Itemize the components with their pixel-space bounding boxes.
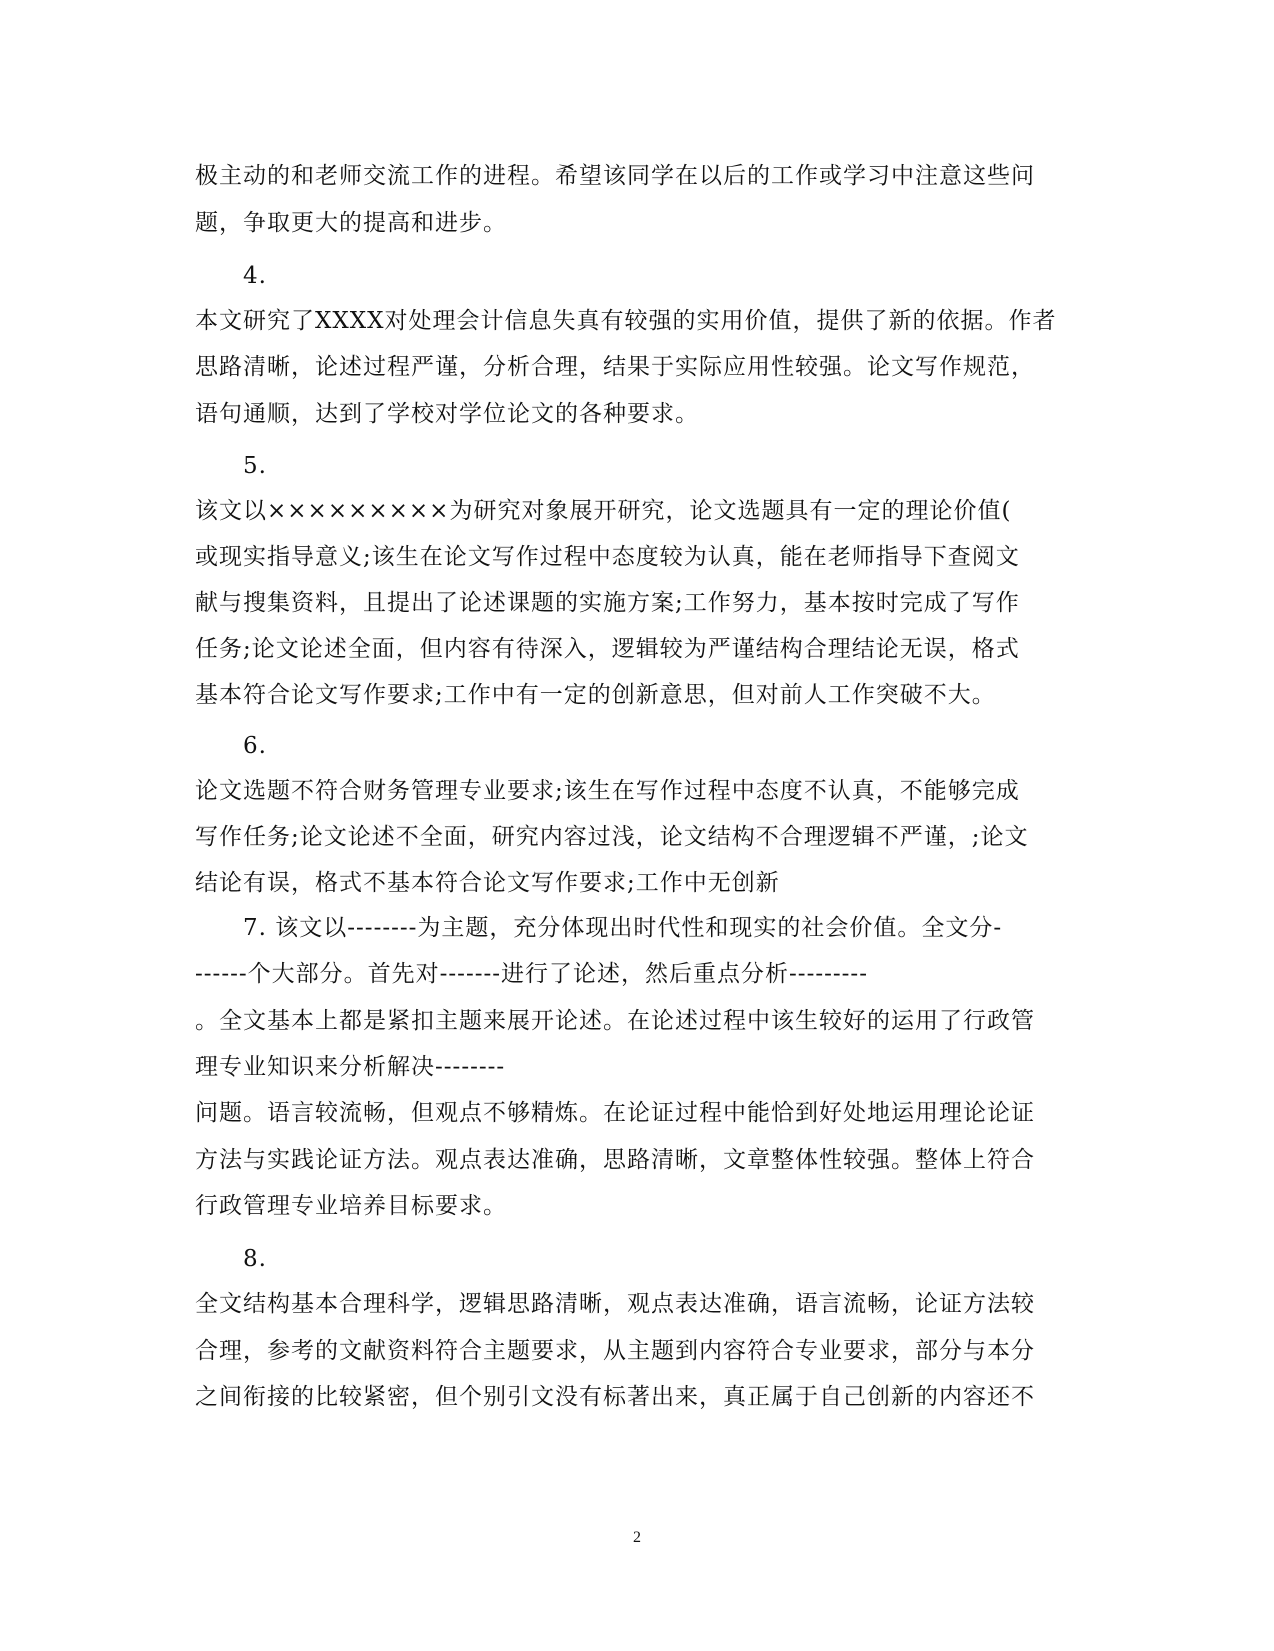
item-number: 4. [243, 263, 267, 289]
text-line: 任务;论文论述全面，但内容有待深入，逻辑较为严谨结构合理结论无误，格式 [195, 636, 1020, 662]
item-number: 6. [243, 733, 267, 759]
text-line: 献与搜集资料，且提出了论述课题的实施方案;工作努力，基本按时完成了写作 [195, 590, 1020, 616]
text-line: 语句通顺，达到了学校对学位论文的各种要求。 [195, 401, 699, 427]
page-number: 2 [633, 1529, 641, 1546]
text-line: 合理，参考的文献资料符合主题要求，从主题到内容符合专业要求，部分与本分 [195, 1338, 1035, 1364]
text-line: 题，争取更大的提高和进步。 [195, 210, 507, 236]
text-line: 或现实指导意义;该生在论文写作过程中态度较为认真，能在老师指导下查阅文 [195, 544, 1020, 570]
text-line: 理专业知识来分析解决-------- [195, 1054, 506, 1080]
text-line: 写作任务;论文论述不全面，研究内容过浅，论文结构不合理逻辑不严谨，;论文 [195, 824, 1029, 850]
text-line: 7. 该文以--------为主题，充分体现出时代性和现实的社会价值。全文分- [243, 915, 1003, 941]
text-line: 论文选题不符合财务管理专业要求;该生在写作过程中态度不认真，不能够完成 [195, 778, 1020, 804]
text-line: 思路清晰，论述过程严谨，分析合理，结果于实际应用性较强。论文写作规范， [195, 354, 1035, 380]
item-number: 5. [243, 453, 267, 479]
text-line: 结论有误，格式不基本符合论文写作要求;工作中无创新 [195, 870, 780, 896]
text-line: 之间衔接的比较紧密，但个别引文没有标著出来，真正属于自己创新的内容还不 [195, 1384, 1035, 1410]
text-line: 本文研究了XXXX对处理会计信息失真有较强的实用价值，提供了新的依据。作者 [195, 308, 1057, 334]
text-line: ------个大部分。首先对-------进行了论述，然后重点分析--------- [195, 961, 868, 987]
text-line: 问题。语言较流畅，但观点不够精炼。在论证过程中能恰到好处地运用理论论证 [195, 1100, 1035, 1126]
text-line: 行政管理专业培养目标要求。 [195, 1193, 507, 1219]
text-line: 基本符合论文写作要求;工作中有一定的创新意思，但对前人工作突破不大。 [195, 682, 996, 708]
text-line: 极主动的和老师交流工作的进程。希望该同学在以后的工作或学习中注意这些问 [195, 163, 1035, 189]
item-number: 8. [243, 1246, 267, 1272]
text-line: 该文以×××××××××为研究对象展开研究，论文选题具有一定的理论价值( [195, 498, 1012, 524]
text-line: 全文结构基本合理科学，逻辑思路清晰，观点表达准确，语言流畅，论证方法较 [195, 1291, 1035, 1317]
text-line: 方法与实践论证方法。观点表达准确，思路清晰，文章整体性较强。整体上符合 [195, 1147, 1035, 1173]
text-line: 。全文基本上都是紧扣主题来展开论述。在论述过程中该生较好的运用了行政管 [195, 1008, 1035, 1034]
